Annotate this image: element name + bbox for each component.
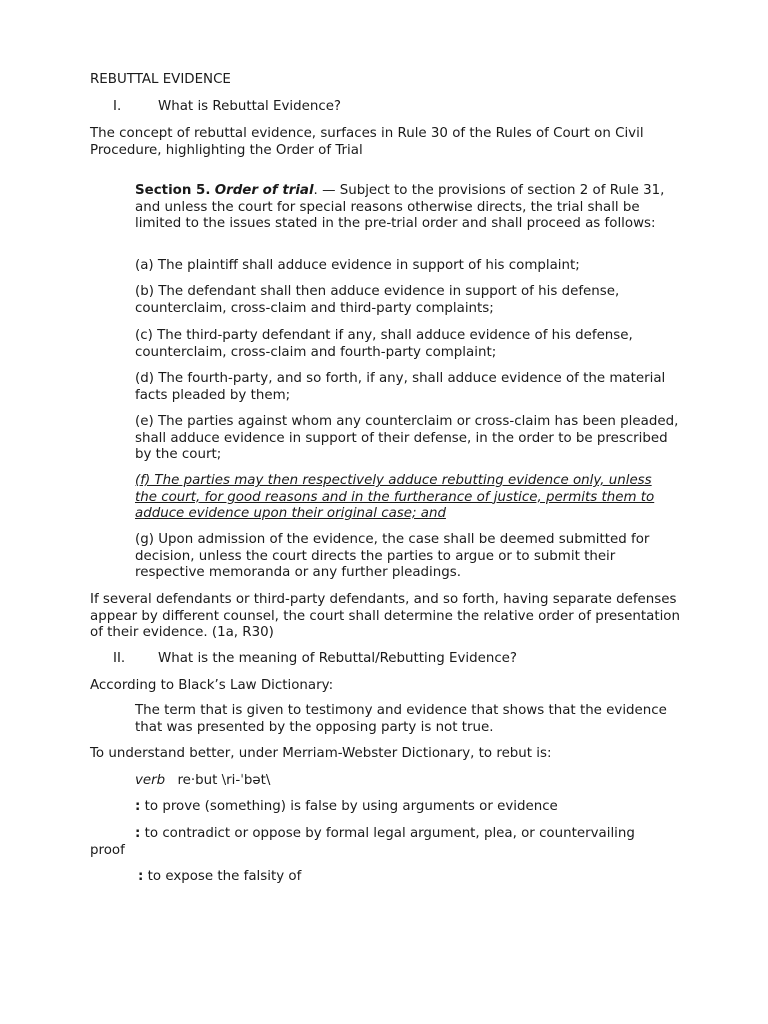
intro-paragraph: The concept of rebuttal evidence, surfaces in Rule 30 of the Rules of Court on Civil Procedure, highlighting the Order of Trial: [90, 126, 644, 158]
section-5-lead: [135, 183, 675, 233]
several-defendants-paragraph: If several defendants or third-party defendants, and so forth, having separate defenses appear by different counsel, the court shall determine the relative order of presentation of their evidence. (1a, R30): [90, 592, 680, 640]
mw-definition-2: : to contradict or oppose by formal legal argument, plea, or countervailing proof: [90, 826, 635, 858]
document-title: REBUTTAL EVIDENCE: [90, 72, 231, 87]
clause-g: (g) Upon admission of the evidence, the case shall be deemed submitted for decision, unless the court directs the parties to argue or to submit their respective memoranda or any further pleadings.: [135, 532, 650, 580]
heading-1-text: What is Rebuttal Evidence?: [158, 99, 342, 114]
clause-a: (a) The plaintiff shall adduce evidence in support of his complaint;: [135, 258, 580, 273]
mw-part-of-speech: verb: [135, 773, 166, 788]
heading-2-text: What is the meaning of Rebuttal/Rebutting Evidence?: [158, 651, 518, 666]
mw-pronunciation: re·but \ri-ˈbət\: [177, 773, 271, 788]
blacks-definition: The term that is given to testimony and evidence that shows that the evidence that was presented by the opposing party is not true.: [135, 703, 667, 735]
clause-d: (d) The fourth-party, and so forth, if any, shall adduce evidence of the material facts pleaded by them;: [135, 371, 666, 403]
mw-definition-1: : to prove (something) is false by using arguments or evidence: [135, 799, 558, 814]
heading-2-number: II.: [113, 651, 126, 666]
blacks-intro: According to Black’s Law Dictionary:: [90, 678, 334, 693]
section-lead-text: — Subject to the provisions of section 2 of Rule 31, and unless the court for special reasons otherwise directs, the trial shall be limited to the issues stated in the pre-trial order and shall proceed as follows:: [135, 183, 665, 231]
heading-1-number: I.: [113, 99, 122, 114]
mw-headword: [135, 773, 270, 790]
mw-colon-3: :: [138, 869, 144, 884]
clause-b: (b) The defendant shall then adduce evidence in support of his defense, counterclaim, cross-claim and third-party complaints;: [135, 284, 620, 316]
mw-colon-1: :: [135, 799, 141, 814]
clause-c: (c) The third-party defendant if any, shall adduce evidence of his defense, counterclaim, cross-claim and fourth-party complaint;: [135, 328, 633, 360]
clause-e: (e) The parties against whom any counterclaim or cross-claim has been pleaded, shall adduce evidence in support of their defense, in the order to be prescribed by the court;: [135, 414, 679, 462]
section-name-period: .: [313, 183, 318, 198]
mw-colon-2: :: [135, 826, 141, 841]
mw-definition-3: : to expose the falsity of: [138, 869, 302, 884]
clause-f: (f) The parties may then respectively adduce rebutting evidence only, unless the court, for good reasons and in the furtherance of justice, permits them to adduce evidence upon their original case; and: [135, 473, 655, 521]
section-name: Order of trial: [214, 183, 314, 198]
section-label: Section 5.: [135, 183, 211, 198]
merriam-webster-intro: To understand better, under Merriam-Webster Dictionary, to rebut is:: [90, 746, 552, 761]
